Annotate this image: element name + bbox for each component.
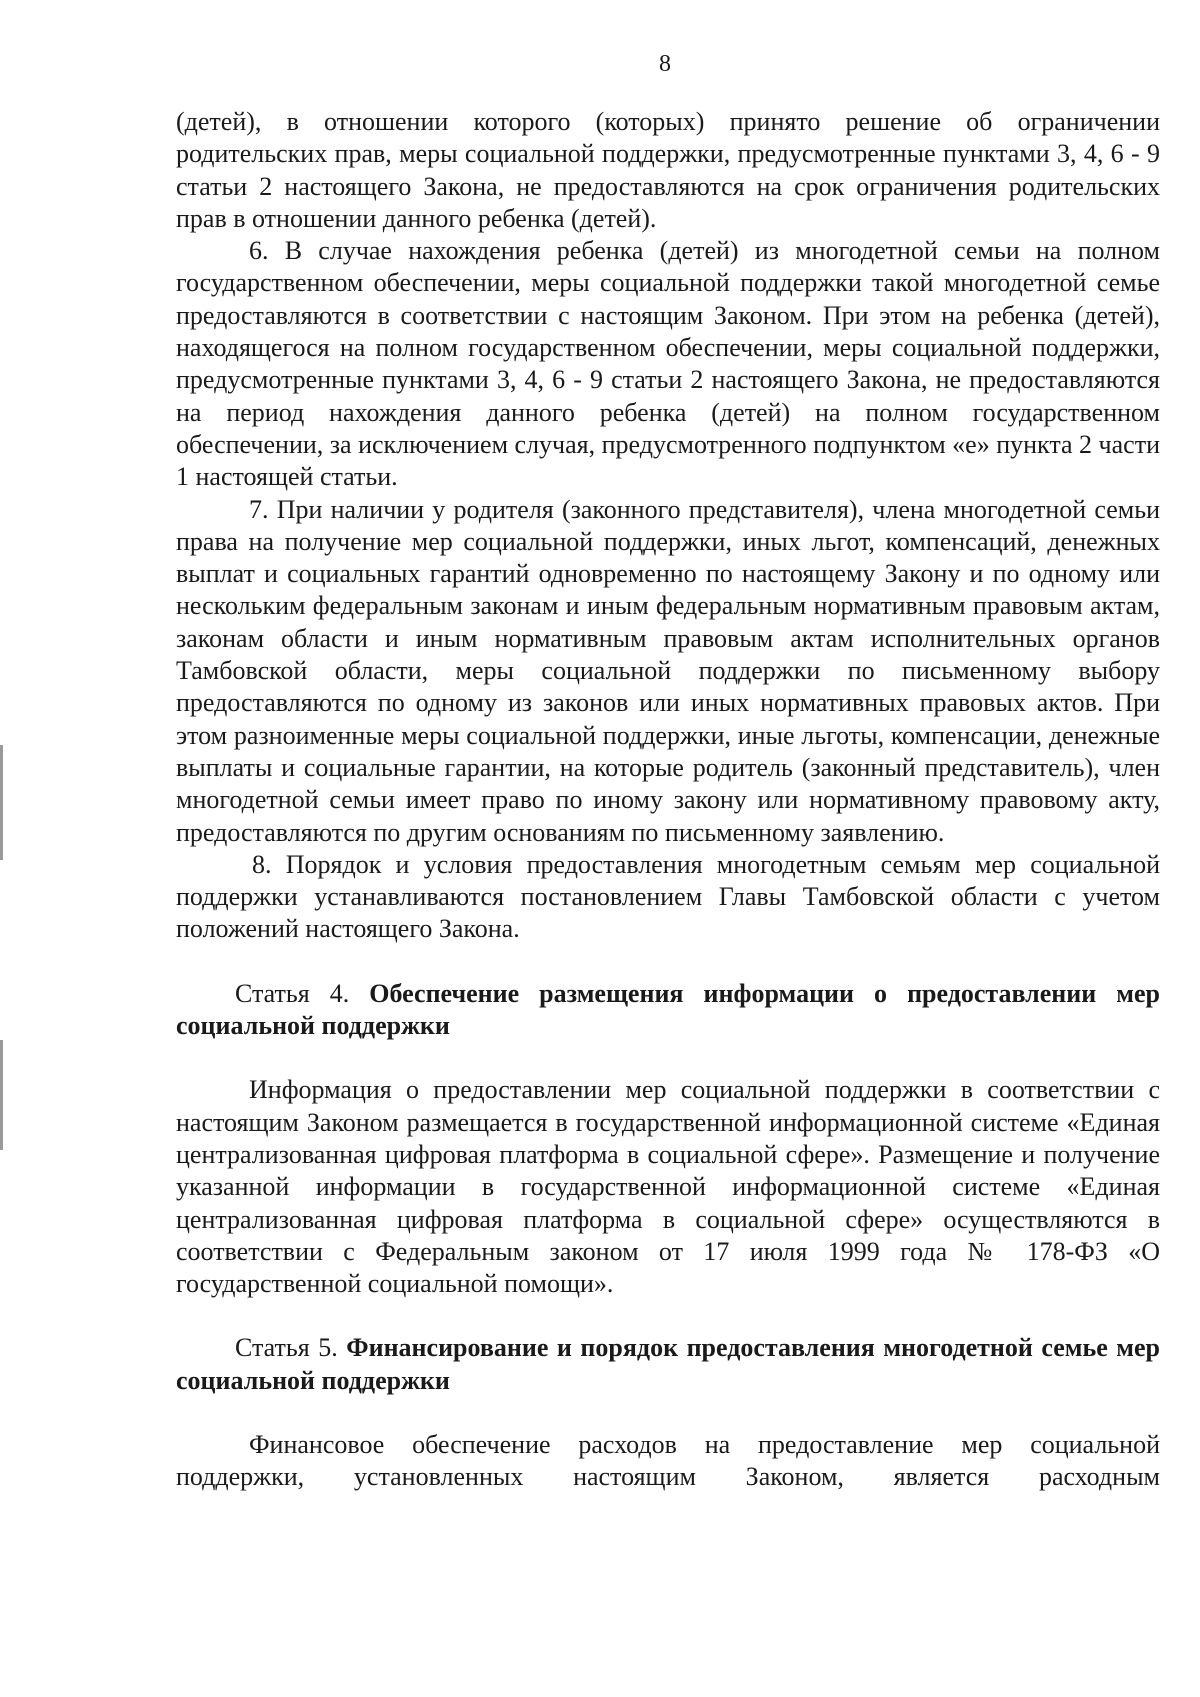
article-5-body: Финансовое обеспечение расходов на предоставление мер социальной поддержки, установленных настоящим Законом, является расходным: [176, 1429, 1160, 1492]
paragraph-8: 8. Порядок и условия предоставления многодетным семьям мер социальной поддержки устанавливаются постановлением Главы Тамбовской области с учетом положений настоящего Закона.: [176, 849, 1160, 944]
document-body: [176, 106, 1160, 1494]
article-5-title: Финансирование и порядок предоставления многодетной семье мер социальной поддержки: [176, 1333, 1161, 1395]
paragraph-7: 7. При наличии у родителя (законного представителя), члена многодетной семьи права на получение мер социальной поддержки, иных льгот, компенсаций, денежных выплат и социальных гарантий одновременно по настоящему Закону и по одному или нескольким федеральным законам и иным федеральным нормативным правовым актам, законам области и иным нормативным правовым актам исполнительных органов Тамбовской области, меры социальной поддержки по письменному выбору предоставляются по одному из законов или иных нормативных правовых актов. При этом разноименные меры социальной поддержки, иные льготы, компенсации, денежные выплаты и социальные гарантии, на которые родитель (законный представитель), член многодетной семьи имеет право по иному закону или нормативному правовому акту, предоставляются по другим основаниям по письменному заявлению.: [176, 494, 1160, 847]
article-4-heading: [176, 978, 1160, 1043]
paragraph-continuation: (детей), в отношении которого (которых) принято решение об ограничении родительских прав, меры социальной поддержки, предусмотренные пунктами 3, 4, 6 - 9 статьи 2 настоящего Закона, не предоставляются на срок ограничения родительских прав в отношении данного ребенка (детей).: [176, 107, 1160, 233]
article-5-prefix: Статья 5.: [235, 1333, 338, 1363]
article-4-title: Обеспечение размещения информации о предоставлении мер социальной поддержки: [176, 978, 1160, 1041]
scan-edge-mark: [0, 1040, 3, 1150]
page-number: 8: [659, 51, 671, 77]
article-5-heading: [176, 1332, 1160, 1397]
paragraph-6: 6. В случае нахождения ребенка (детей) из многодетной семьи на полном государственном обеспечении, меры социальной поддержки такой многодетной семье предоставляются в соответствии с настоящим Законом. При этом на ребенка (детей), находящегося на полном государственном обеспечении, меры социальной поддержки, предусмотренные пунктами 3, 4, 6 - 9 статьи 2 настоящего Закона, не предоставляются на период нахождения данного ребенка (детей) на полном государственном обеспечении, за исключением случая, предусмотренного подпунктом «е» пункта 2 части 1 настоящей статьи.: [176, 236, 1160, 492]
article-4-prefix: Статья 4.: [235, 978, 350, 1008]
scan-edge-mark: [0, 745, 3, 860]
article-4-body: Информация о предоставлении мер социальной поддержки в соответствии с настоящим Законом размещается в государственной информационной системе «Единая централизованная цифровая платформа в социальной сфере». Размещение и получение указанной информации в государственной информационной системе «Единая централизованная цифровая платформа в социальной сфере» осуществляются в соответствии с Федеральным законом от 17 июля 1999 года № 178-ФЗ «О государственной социальной помощи».: [176, 1075, 1160, 1299]
